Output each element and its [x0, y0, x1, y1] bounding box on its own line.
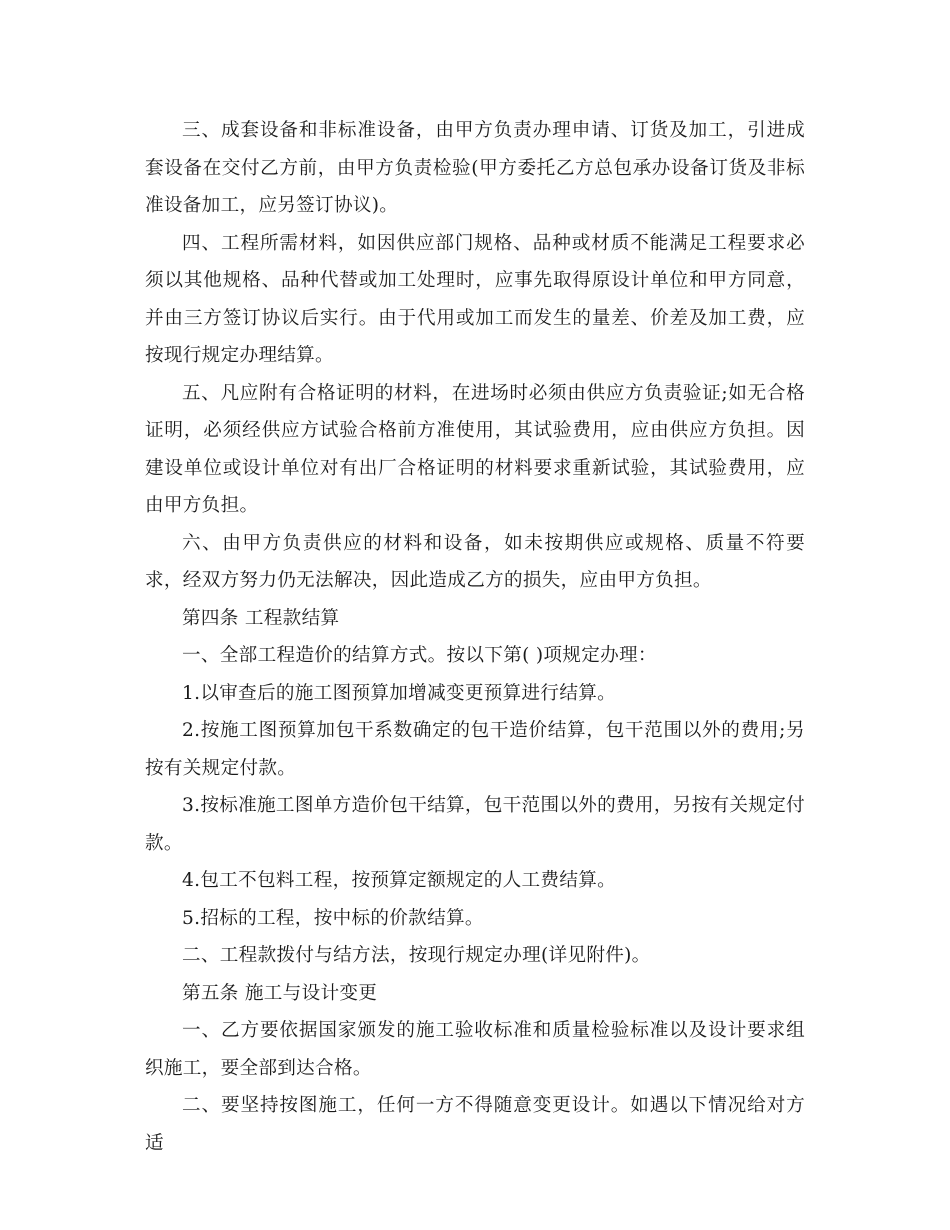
clause-5-certificates: 五、凡应附有合格证明的材料，在进场时必须由供应方负责验证;如无合格证明，必须经供应方试验合格前方准使用，其试验费用，应由供应方负担。因建设单位或设计单位对有出厂合格证明的材料要求重新试验，其试验费用，应由甲方负担。 [145, 382, 805, 516]
document-page [145, 112, 805, 1162]
article-5-heading: 第五条 施工与设计变更 [182, 982, 378, 1004]
article-4-heading: 第四条 工程款结算 [182, 607, 340, 629]
clause-4-materials: 四、工程所需材料，如因供应部门规格、品种或材质不能满足工程要求必须以其他规格、品种代替或加工处理时，应事先取得原设计单位和甲方同意，并由三方签订协议后实行。由于代用或加工而发生的量差、价差及加工费，应按现行规定办理结算。 [145, 232, 805, 366]
settlement-option-3: 3.按标准施工图单方造价包干结算，包干范围以外的费用，另按有关规定付款。 [145, 795, 805, 854]
settlement-option-4: 4.包工不包料工程，按预算定额规定的人工费结算。 [182, 870, 617, 891]
clause-6-supply-delay: 六、由甲方负责供应的材料和设备，如未按期供应或规格、质量不符要求，经双方努力仍无法解决，因此造成乙方的损失，应由甲方负担。 [145, 532, 805, 591]
article-5-item-2: 二、要坚持按图施工，任何一方不得随意变更设计。如遇以下情况给对方适 [145, 1095, 805, 1154]
settlement-option-5: 5.招标的工程，按中标的价款结算。 [182, 907, 484, 929]
article-4-item-1: 一、全部工程造价的结算方式。按以下第( )项规定办理： [182, 645, 657, 666]
article-4-item-2: 二、工程款拨付与结方法，按现行规定办理(详见附件)。 [182, 945, 651, 966]
clause-3-equipment: 三、成套设备和非标准设备，由甲方负责办理申请、订货及加工，引进成套设备在交付乙方前，由甲方负责检验(甲方委托乙方总包承办设备订货及非标准设备加工，应另签订协议)。 [145, 120, 805, 216]
article-5-item-1: 一、乙方要依据国家颁发的施工验收标准和质量检验标准以及设计要求组织施工，要全部到达合格。 [145, 1020, 805, 1079]
settlement-option-1: 1.以审查后的施工图预算加增减变更预算进行结算。 [182, 682, 617, 704]
settlement-option-2: 2.按施工图预算加包干系数确定的包干造价结算，包干范围以外的费用;另按有关规定付款。 [145, 720, 805, 779]
